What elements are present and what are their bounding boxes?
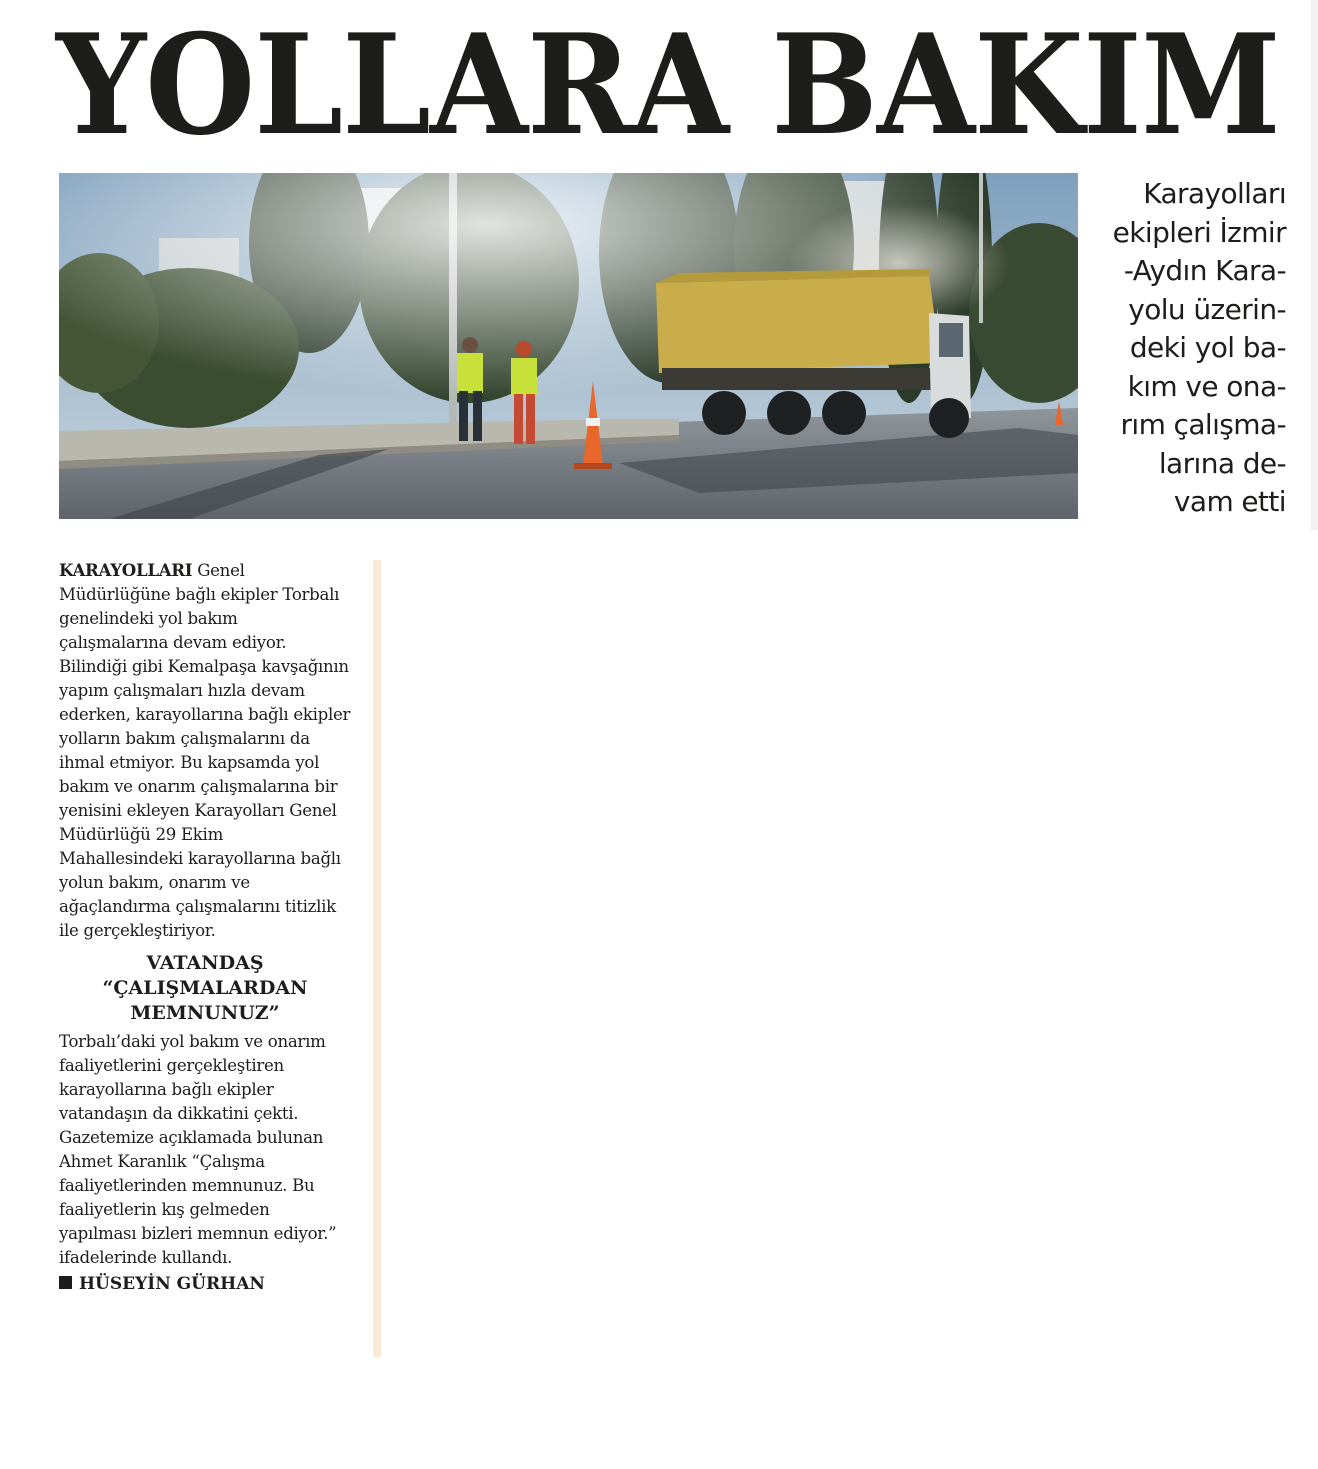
article-paragraph-2: Torbalı’daki yol bakım ve onarım faaliyetlerini gerçekleştiren karayollarına bağlı ekipler vatandaşın da dikkatini çekti. Gazetemize açıklamada bulunan Ahmet Karanlık “Çalışma faaliyetlerinden memnunuz. Bu faaliyetlerin kış gelmeden yapılması bizleri memnun ediyor.” ifadelerinde kullandı. xyxy=(59,1032,337,1267)
caption-line: larına de- xyxy=(1158,446,1286,480)
caption-line: -Aydın Kara- xyxy=(1123,254,1286,287)
lead-word: KARAYOLLARI xyxy=(59,560,193,580)
photo-caption xyxy=(1090,175,1286,522)
article-paragraph-1 xyxy=(59,558,351,943)
caption-line: kım ve ona- xyxy=(1127,369,1286,403)
byline-author: HÜSEYİN GÜRHAN xyxy=(79,1274,265,1294)
page-edge-rule xyxy=(1311,0,1318,530)
caption-line: Karayolları xyxy=(1143,177,1286,210)
paragraph-1-text: Genel Müdürlüğüne bağlı ekipler Torbalı genelindeki yol bakım çalışmalarına devam ediyor. Bilindiği gibi Kemalpaşa kavşağının yapım çalışmaları hızla devam ederken, karayollarına bağlı ekipler yolların bakım çalışmalarını da ihmal etmiyor. Bu kapsamda yol bakım ve onarım çalışmalarına bir yenisini ekleyen Karayolları Genel Müdürlüğü 29 Ekim Mahallesindeki karayollarına bağlı yolun bakım, onarım ve ağaçlandırma çalışmalarını titizlik ile gerçekleştiriyor. xyxy=(59,561,351,940)
column-rule xyxy=(373,560,381,1357)
subheading-line: “ÇALIŞMALARDAN xyxy=(102,977,308,999)
square-bullet-icon xyxy=(59,1276,72,1289)
subheading-line: VATANDAŞ xyxy=(146,952,264,974)
article-column xyxy=(59,558,351,1296)
caption-line: rım çalışma- xyxy=(1120,408,1286,441)
road-maintenance-photo xyxy=(59,173,1078,519)
caption-line: ekipleri İzmir xyxy=(1112,215,1286,249)
byline xyxy=(59,1272,351,1296)
caption-line: deki yol ba- xyxy=(1129,331,1286,364)
subheading xyxy=(59,951,351,1026)
caption-line: vam etti xyxy=(1173,485,1286,518)
subheading-line: MEMNUNUZ” xyxy=(130,1002,280,1024)
caption-line: yolu üzerin- xyxy=(1128,292,1286,326)
headline: YOLLARA BAKIM xyxy=(56,3,1280,166)
